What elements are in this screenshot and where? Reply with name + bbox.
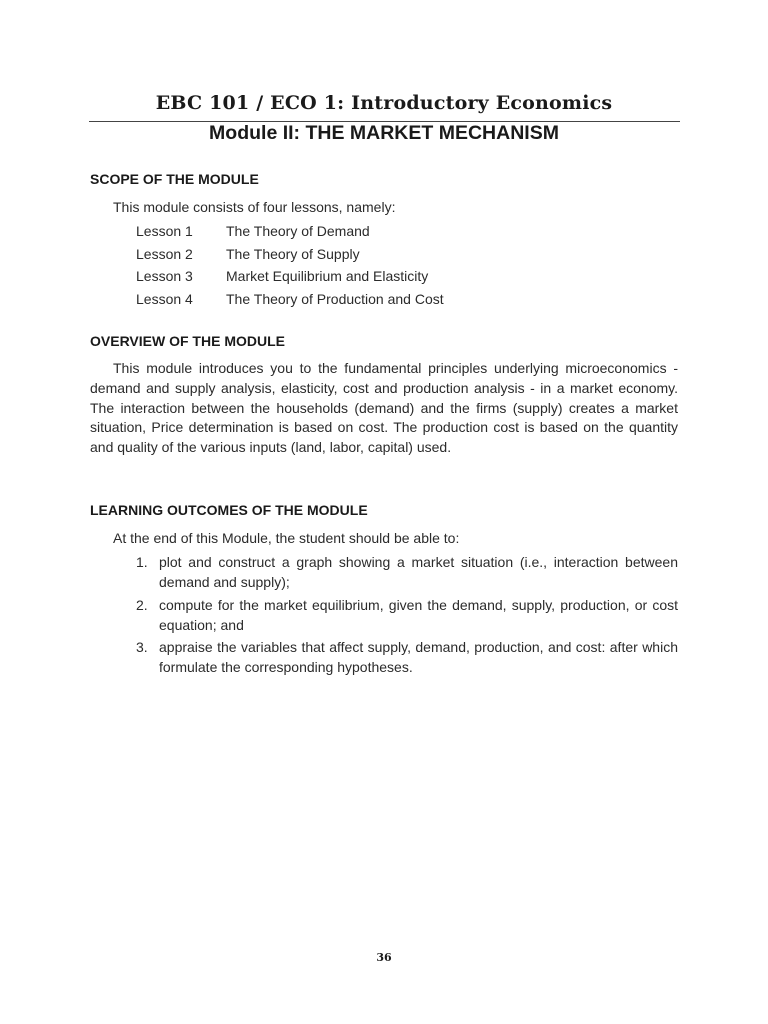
list-item-text: plot and construct a graph showing a market situation (i.e., interaction between demand and supply); [159,554,678,590]
outcomes-intro: At the end of this Module, the student should be able to: [113,530,460,546]
list-item-text: appraise the variables that affect supply, demand, production, and cost: after which formulate the corresponding hypotheses. [159,639,678,675]
lesson-title: The Theory of Supply [226,246,360,262]
lesson-title: Market Equilibrium and Elasticity [226,268,429,284]
outcomes-heading: LEARNING OUTCOMES OF THE MODULE [90,502,368,518]
scope-intro: This module consists of four lessons, namely: [113,199,396,215]
lesson-number: Lesson 1 [136,223,193,239]
lesson-number: Lesson 2 [136,246,193,262]
lesson-title: The Theory of Demand [226,223,370,239]
course-title: EBC 101 / ECO 1: Introductory Economics [155,92,613,114]
list-item-text: compute for the market equilibrium, given the demand, supply, production, or cost equation; and [159,597,678,633]
overview-paragraph: This module introduces you to the fundamental principles underlying microeconomics - demand and supply analysis, elasticity, cost and production analysis - in a market economy. The interaction between the households (demand) and the firms (supply) creates a market situation, Price determination is based on cost. The production cost is based on the quantity and quality of the various inputs (land, labor, capital) used. [90,360,678,456]
lesson-number: Lesson 4 [136,291,193,307]
lesson-number: Lesson 3 [136,268,193,284]
scope-heading: SCOPE OF THE MODULE [90,171,259,187]
page-number: 36 [376,951,392,964]
list-item-number: 2. [136,597,148,613]
overview-heading: OVERVIEW OF THE MODULE [90,333,285,349]
lesson-title: The Theory of Production and Cost [226,291,444,307]
module-title: Module II: THE MARKET MECHANISM [209,122,559,144]
list-item-number: 1. [136,554,148,570]
list-item-number: 3. [136,639,148,655]
